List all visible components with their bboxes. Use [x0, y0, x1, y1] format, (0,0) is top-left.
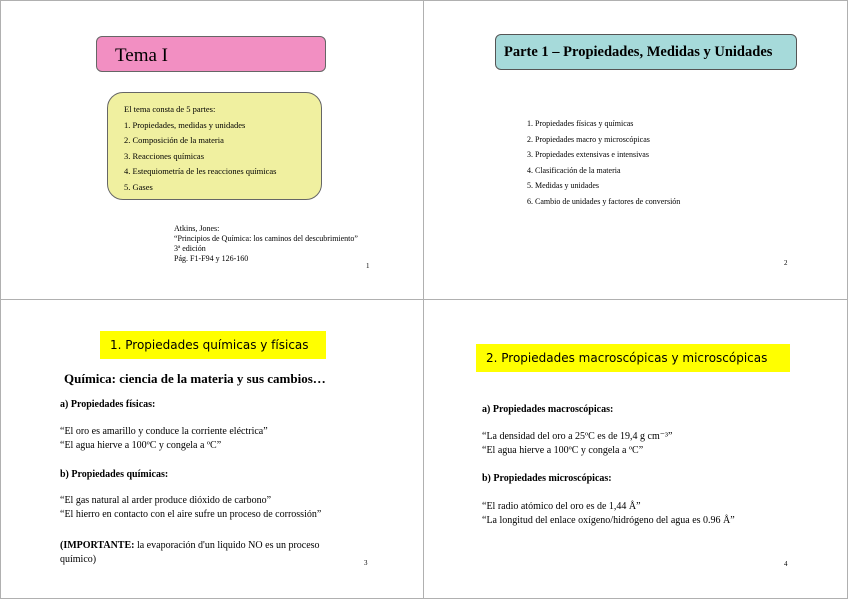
topics-box: [107, 92, 322, 200]
topic-item: 4. Estequiometría de les reacciones químicas: [124, 166, 277, 177]
page-number: 4: [784, 560, 788, 568]
slide-4-title: 2. Propiedades macroscópicas y microscópicas: [476, 344, 790, 372]
part-item: 4. Clasificación de la materia: [527, 165, 621, 175]
slide-3-title: 1. Propiedades químicas y físicas: [100, 331, 326, 359]
topic-item: 1. Propiedades, medidas y unidades: [124, 119, 246, 130]
macro-label: a) Propiedades macroscópicas:: [482, 404, 614, 415]
micro-label: b) Propiedades microscópicas:: [482, 473, 612, 484]
topic-item: 2. Composición de la materia: [124, 135, 224, 146]
parts-list: [527, 116, 680, 209]
horizontal-divider: [0, 299, 848, 300]
important-text-2: químico): [60, 554, 97, 565]
topic-item: 5. Gases: [124, 181, 153, 192]
part-item: 3. Propiedades extensivas e intensivas: [527, 150, 649, 159]
slide-2-title: Parte 1 – Propiedades, Medidas y Unidades: [495, 34, 797, 70]
slide-1-title: Tema I: [96, 36, 326, 72]
chemical-examples: [60, 494, 321, 522]
example-line: “El hierro en contacto con el aire sufre un proceso de corrossión”: [60, 509, 322, 520]
part-item: 2. Propiedades macro y microscópicas: [527, 134, 650, 144]
page-number: 1: [366, 262, 370, 270]
important-note: [60, 539, 320, 567]
macro-examples: [482, 430, 673, 458]
physical-examples: [60, 425, 268, 453]
reference-line: Pág. F1-F94 y 126-160: [174, 254, 249, 263]
important-text: la evaporación d'un liquido NO es un proceso: [134, 540, 320, 551]
reference-line: 3ª edición: [174, 244, 206, 253]
physical-label: a) Propiedades físicas:: [60, 399, 156, 410]
reference-line: “Principios de Química: los caminos del descubrimiento”: [174, 234, 358, 243]
part-item: 1. Propiedades físicas y químicas: [527, 119, 634, 128]
topics-list: [124, 118, 321, 196]
example-line: “El gas natural al arder produce dióxido de carbono”: [60, 495, 272, 506]
important-label: (IMPORTANTE:: [60, 540, 135, 551]
chemical-label: b) Propiedades químicas:: [60, 469, 169, 480]
topic-item: 3. Reacciones químicas: [124, 150, 205, 161]
micro-examples: [482, 500, 735, 528]
page-number: 2: [784, 259, 788, 267]
example-line: “El radio atómico del oro es de 1,44 Å”: [482, 501, 641, 512]
example-line: “El agua hierve a 100ºC y congela a ºC”: [482, 445, 644, 456]
page-number: 3: [364, 559, 368, 567]
reference-line: Atkins, Jones:: [174, 224, 220, 233]
part-item: 6. Cambio de unidades y factores de conversión: [527, 196, 681, 206]
slide-3-heading: Química: ciencia de la materia y sus cambios…: [64, 371, 326, 386]
example-line: “La longitud del enlace oxígeno/hidrógeno del agua es 0.96 Å”: [482, 515, 735, 526]
reference-block: [174, 224, 358, 264]
example-line: “La densidad del oro a 25ºC es de 19,4 g cm⁻³”: [482, 431, 673, 442]
part-item: 5. Medidas y unidades: [527, 181, 599, 190]
example-line: “El oro es amarillo y conduce la corriente eléctrica”: [60, 426, 268, 437]
topics-intro: El tema consta de 5 partes:: [124, 104, 216, 114]
example-line: “El agua hierve a 100ºC y congela a ºC”: [60, 440, 222, 451]
